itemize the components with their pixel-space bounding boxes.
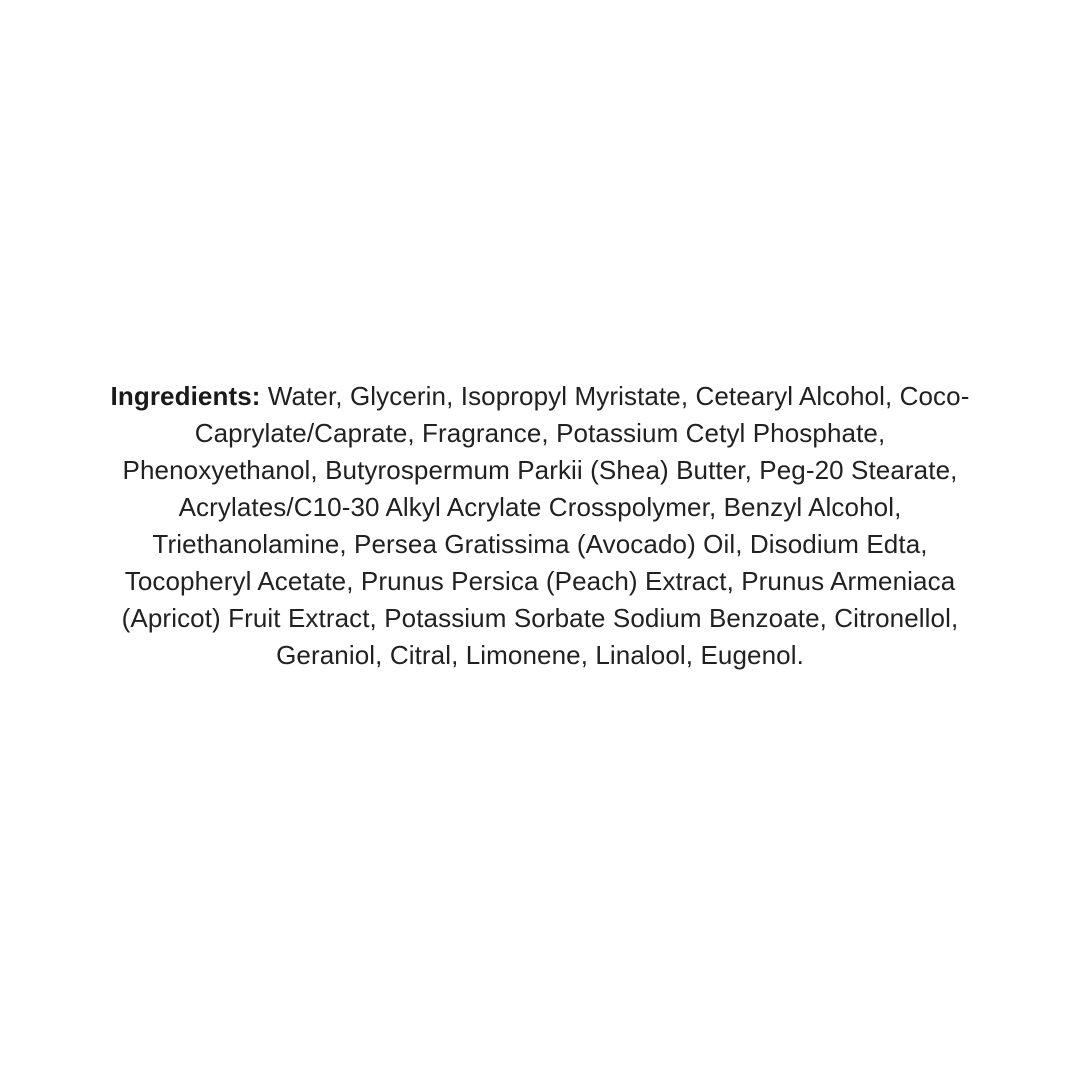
ingredients-paragraph — [100, 378, 980, 674]
ingredients-label: Ingredients: — [110, 381, 261, 411]
ingredients-list-text: Water, Glycerin, Isopropyl Myristate, Cetearyl Alcohol, Coco-Caprylate/Caprate, Fragrance, Potassium Cetyl Phosphate, Phenoxyethanol, Butyrospermum Parkii (Shea) Butter, Peg-20 Stearate, Acrylates/C10-30 Alkyl Acrylate Crosspolymer, Benzyl Alcohol, Triethanolamine, Persea Gratissima (Avocado) Oil, Disodium Edta, Tocopheryl Acetate, Prunus Persica (Peach) Extract, Prunus Armeniaca (Apricot) Fruit Extract, Potassium Sorbate Sodium Benzoate, Citronellol, Geraniol, Citral, Limonene, Linalool, Eugenol. — [121, 381, 970, 670]
